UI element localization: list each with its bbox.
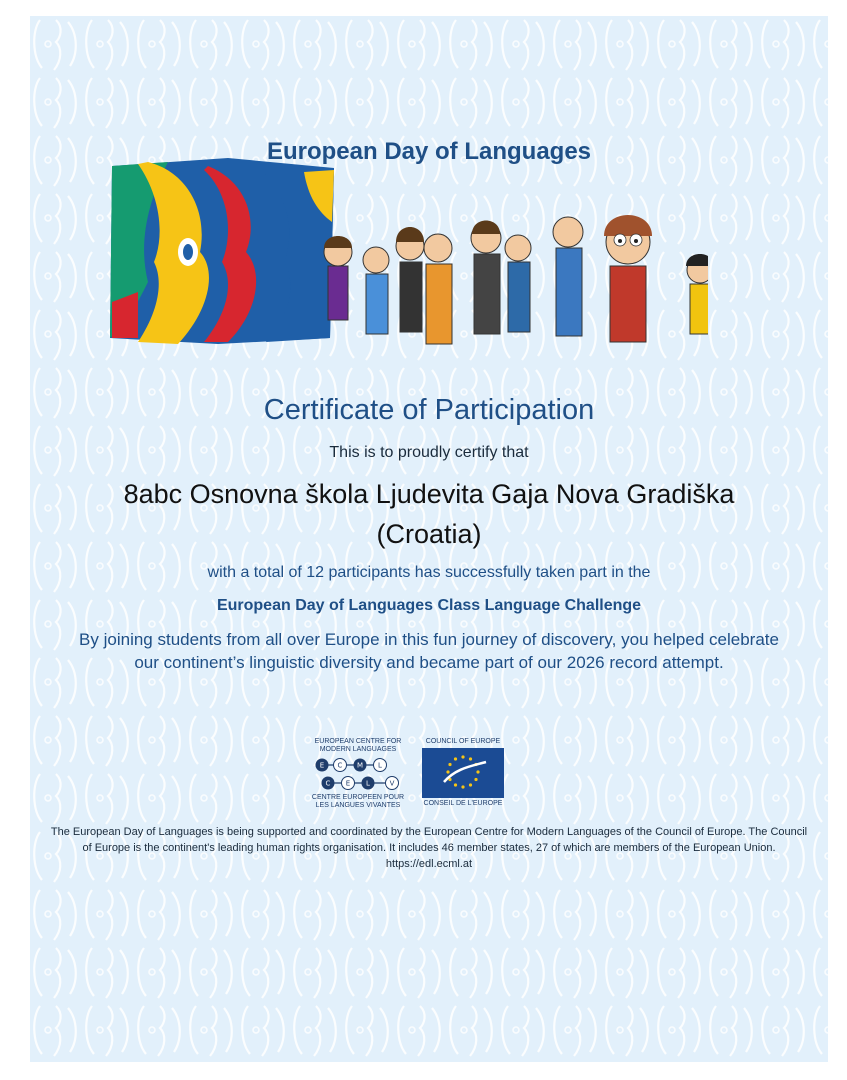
footer-text: The European Day of Languages is being supported and coordinated by the European Centre for Modern Languages of the Council of Europe. The Council of Europe is the continent's leading human rights organisation. It includes 46 member states, 27 of which are members of the European Union. https://edl.ecml.at [50, 826, 808, 870]
ecml-letter-e1: E [319, 761, 325, 770]
edl-title: European Day of Languages [266, 138, 592, 165]
ecml-bottom-line1: CENTRE EUROPEEN POUR [311, 794, 405, 801]
ecml-letter-m: M [356, 761, 364, 770]
ecml-letter-l2: L [366, 779, 370, 788]
edl-logo-and-characters-illustration [108, 152, 708, 352]
ecml-top-line2: MODERN LANGUAGES [319, 746, 397, 753]
ecml-letter-c2: C [325, 779, 331, 788]
challenge-name: European Day of Languages Class Language Challenge [216, 597, 642, 614]
ecml-letter-c1: C [337, 761, 343, 770]
school-name [30, 474, 828, 554]
ecml-letter-v: V [389, 779, 395, 788]
coe-flag-icon [422, 748, 504, 798]
edl-faces-logo [110, 158, 334, 344]
council-of-europe-logo [418, 736, 508, 812]
certificate [30, 16, 828, 1062]
coe-bottom-text: CONSEIL DE L'EUROPE [423, 800, 503, 807]
ecml-letter-l1: L [378, 761, 382, 770]
certificate-title: Certificate of Participation [263, 394, 595, 426]
participants-line: with a total of 12 participants has successfully taken part in the [207, 564, 651, 581]
school-country-line: (Croatia) [376, 519, 482, 549]
cartoon-characters [324, 215, 708, 344]
ecml-letters [312, 756, 404, 792]
ecml-top-line1: EUROPEAN CENTRE FOR [314, 738, 402, 745]
ecml-bottom-line2: LES LANGUES VIVANTES [315, 802, 401, 809]
coe-top-text: COUNCIL OF EUROPE [425, 738, 501, 745]
joining-text: By joining students from all over Europe in this fun journey of discovery, you helped celebrate our continent’s linguistic diversity and became part of our 2026 record attempt. [79, 630, 779, 672]
certify-line: This is to proudly certify that [329, 444, 529, 461]
school-name-line: 8abc Osnovna škola Ljudevita Gaja Nova Gradiška [123, 479, 735, 509]
ecml-logo [308, 736, 408, 812]
ecml-letter-e2: E [345, 779, 351, 788]
